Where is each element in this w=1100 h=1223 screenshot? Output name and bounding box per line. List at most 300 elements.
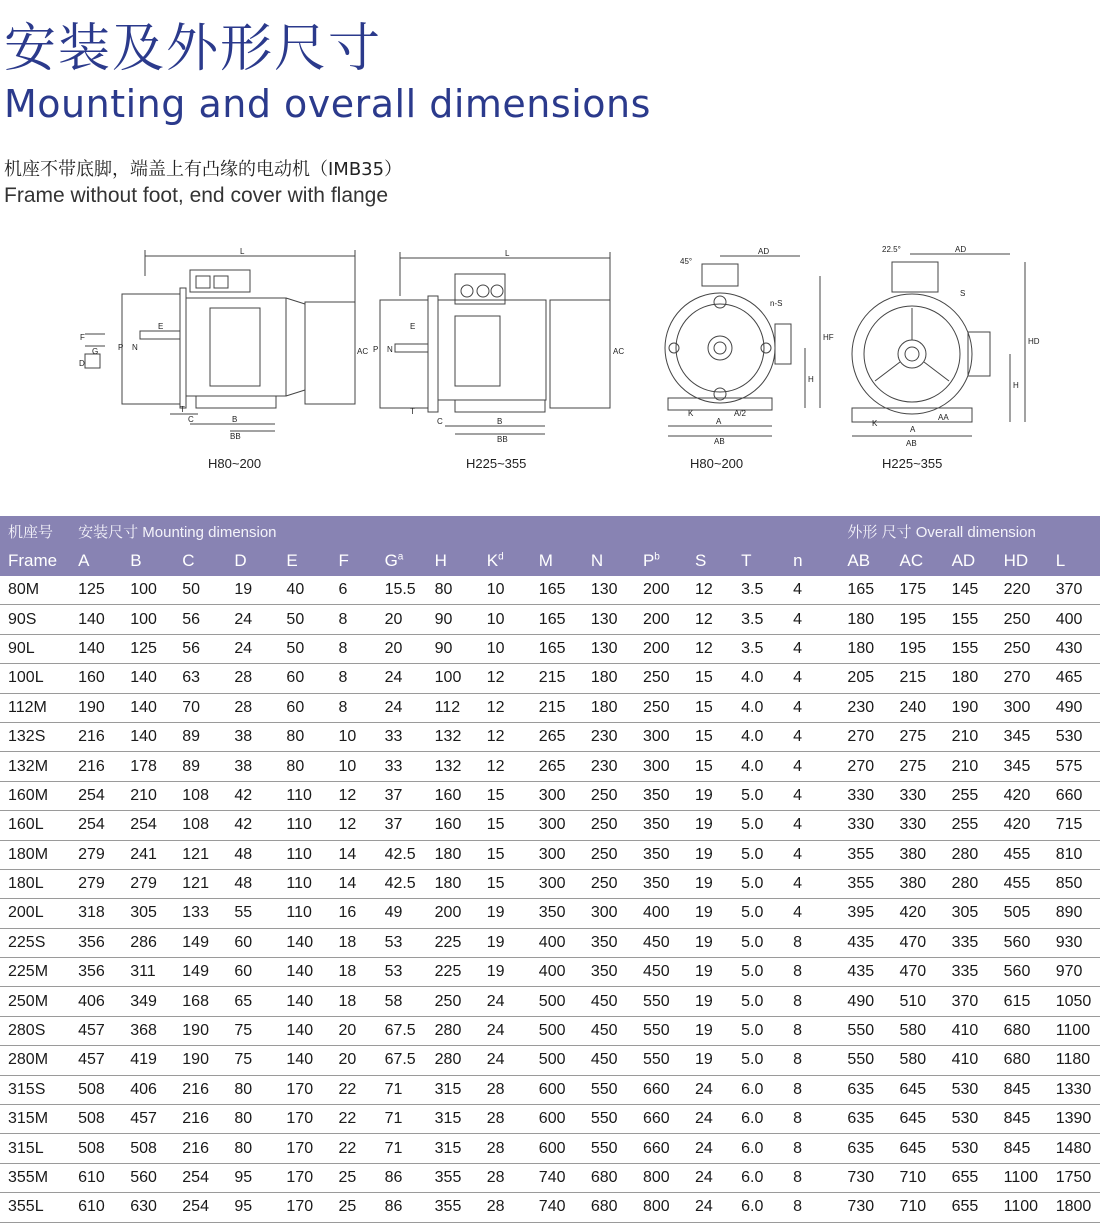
group-overall: 外形 尺寸 Overall dimension — [839, 516, 1100, 546]
table-cell: 22 — [331, 1075, 377, 1104]
table-cell: 180 — [839, 634, 891, 663]
table-cell: 279 — [70, 869, 122, 898]
table-cell: 165 — [531, 605, 583, 634]
table-cell: 455 — [996, 869, 1048, 898]
table-cell: 355 — [839, 840, 891, 869]
column-header-c: C — [174, 546, 226, 576]
table-cell: 6.0 — [733, 1193, 785, 1222]
drawing1-caption: H80~200 — [208, 456, 262, 471]
drawing4-label-a: A — [910, 425, 916, 434]
frame-cell: 80M — [0, 576, 70, 605]
table-cell: 170 — [278, 1163, 330, 1192]
table-cell: 20 — [331, 1046, 377, 1075]
table-cell: 810 — [1048, 840, 1100, 869]
drawing4-label-aa: AA — [938, 413, 949, 422]
drawing2-label-bb: BB — [497, 435, 508, 444]
frame-cell: 90L — [0, 634, 70, 663]
table-cell: 279 — [122, 869, 174, 898]
table-row — [0, 928, 1100, 957]
table-cell: 450 — [583, 1046, 635, 1075]
column-header-superscript: b — [654, 551, 660, 563]
table-row — [0, 693, 1100, 722]
column-header-g: $G^a$ — [377, 546, 427, 576]
table-group-header — [0, 516, 1100, 546]
table-cell: 8 — [785, 1134, 839, 1163]
table-cell: 42.5 — [377, 869, 427, 898]
table-cell: 22 — [331, 1134, 377, 1163]
table-cell: 71 — [377, 1075, 427, 1104]
frame-cell: 280S — [0, 1016, 70, 1045]
table-cell: 110 — [278, 781, 330, 810]
table-cell: 89 — [174, 722, 226, 751]
table-cell: 112 — [427, 693, 479, 722]
table-cell: 845 — [996, 1134, 1048, 1163]
table-cell: 355 — [427, 1193, 479, 1222]
table-cell: 254 — [70, 811, 122, 840]
table-cell: 508 — [70, 1134, 122, 1163]
table-cell: 230 — [839, 693, 891, 722]
table-cell: 560 — [996, 928, 1048, 957]
table-cell: 530 — [944, 1075, 996, 1104]
table-cell: 4 — [785, 811, 839, 840]
table-cell: 19 — [479, 899, 531, 928]
drawing1-label-n: N — [132, 343, 138, 352]
table-cell: 4.0 — [733, 722, 785, 751]
table-cell: 25 — [331, 1193, 377, 1222]
table-cell: 970 — [1048, 958, 1100, 987]
table-cell: 250 — [583, 869, 635, 898]
table-cell: 335 — [944, 928, 996, 957]
table-cell: 330 — [892, 781, 944, 810]
table-cell: 24 — [226, 634, 278, 663]
table-cell: 140 — [122, 722, 174, 751]
drawing2-label-p: P — [373, 345, 379, 354]
table-cell: 53 — [377, 928, 427, 957]
table-cell: 355 — [839, 869, 891, 898]
table-cell: 6.0 — [733, 1163, 785, 1192]
table-cell: 330 — [892, 811, 944, 840]
table-cell: 655 — [944, 1193, 996, 1222]
page-title-en: Mounting and overall dimensions — [4, 82, 651, 126]
frame-cell: 225M — [0, 958, 70, 987]
table-cell: 28 — [226, 664, 278, 693]
drawing1-label-bb: BB — [230, 432, 241, 441]
table-cell: 165 — [531, 634, 583, 663]
drawing4-label-k: K — [872, 419, 878, 428]
drawing1-label-e: E — [158, 322, 164, 331]
table-cell: 19 — [687, 869, 733, 898]
table-cell: 216 — [174, 1134, 226, 1163]
column-header-t: T — [733, 546, 785, 576]
frame-cell: 180M — [0, 840, 70, 869]
table-cell: 286 — [122, 928, 174, 957]
table-cell: 645 — [892, 1105, 944, 1134]
table-cell: 28 — [479, 1075, 531, 1104]
table-cell: 132 — [427, 722, 479, 751]
drawing3-label-ab: AB — [714, 437, 725, 446]
table-cell: 20 — [331, 1016, 377, 1045]
table-cell: 133 — [174, 899, 226, 928]
table-cell: 56 — [174, 634, 226, 663]
column-header-superscript: d — [498, 551, 504, 563]
table-cell: 250 — [996, 605, 1048, 634]
drawing3-label-s: n-S — [770, 299, 783, 308]
table-cell: 655 — [944, 1163, 996, 1192]
table-cell: 280 — [944, 869, 996, 898]
table-cell: 850 — [1048, 869, 1100, 898]
table-cell: 580 — [892, 1046, 944, 1075]
dimension-drawings — [0, 236, 1100, 486]
table-cell: 350 — [635, 781, 687, 810]
table-cell: 100 — [427, 664, 479, 693]
table-cell: 635 — [839, 1105, 891, 1134]
drawing3-label-a2: A/2 — [734, 409, 747, 418]
table-cell: 1050 — [1048, 987, 1100, 1016]
table-cell: 345 — [996, 752, 1048, 781]
table-cell: 216 — [70, 752, 122, 781]
table-cell: 250 — [635, 693, 687, 722]
table-cell: 395 — [839, 899, 891, 928]
table-cell: 350 — [583, 958, 635, 987]
table-cell: 67.5 — [377, 1016, 427, 1045]
table-cell: 500 — [531, 1046, 583, 1075]
drawing1-label-l: L — [240, 247, 245, 256]
table-body — [0, 576, 1100, 1222]
table-cell: 24 — [377, 693, 427, 722]
table-column-header — [0, 546, 1100, 576]
table-cell: 420 — [996, 811, 1048, 840]
table-cell: 190 — [70, 693, 122, 722]
drawing1-label-t: T — [180, 405, 185, 414]
table-row — [0, 811, 1100, 840]
table-cell: 50 — [174, 576, 226, 605]
table-cell: 311 — [122, 958, 174, 987]
table-cell: 14 — [331, 840, 377, 869]
table-cell: 530 — [1048, 722, 1100, 751]
table-cell: 3.5 — [733, 605, 785, 634]
table-cell: 330 — [839, 781, 891, 810]
table-cell: 100 — [122, 605, 174, 634]
table-cell: 50 — [278, 634, 330, 663]
table-cell: 86 — [377, 1193, 427, 1222]
table-cell: 15 — [479, 869, 531, 898]
table-cell: 470 — [892, 928, 944, 957]
table-cell: 15 — [687, 693, 733, 722]
table-cell: 450 — [635, 958, 687, 987]
table-cell: 508 — [70, 1075, 122, 1104]
table-cell: 6.0 — [733, 1075, 785, 1104]
table-cell: 435 — [839, 958, 891, 987]
table-row — [0, 840, 1100, 869]
drawing2-label-t: T — [410, 407, 415, 416]
table-cell: 71 — [377, 1105, 427, 1134]
table-cell: 190 — [174, 1046, 226, 1075]
table-cell: 70 — [174, 693, 226, 722]
table-cell: 419 — [122, 1046, 174, 1075]
table-cell: 250 — [635, 664, 687, 693]
table-cell: 550 — [583, 1134, 635, 1163]
table-cell: 280 — [427, 1046, 479, 1075]
frame-cell: 225S — [0, 928, 70, 957]
column-header-d: D — [226, 546, 278, 576]
column-header-ac: AC — [892, 546, 944, 576]
table-cell: 845 — [996, 1105, 1048, 1134]
table-cell: 24 — [687, 1193, 733, 1222]
frame-cell: 250M — [0, 987, 70, 1016]
table-cell: 55 — [226, 899, 278, 928]
table-cell: 5.0 — [733, 781, 785, 810]
side-view-large-drawing — [365, 236, 645, 451]
table-cell: 19 — [687, 840, 733, 869]
frame-cell: 112M — [0, 693, 70, 722]
table-cell: 5.0 — [733, 1016, 785, 1045]
drawing1-label-d: D — [79, 359, 85, 368]
table-cell: 210 — [944, 722, 996, 751]
table-cell: 318 — [70, 899, 122, 928]
table-cell: 12 — [331, 811, 377, 840]
table-cell: 12 — [479, 722, 531, 751]
table-row — [0, 781, 1100, 810]
table-cell: 60 — [278, 664, 330, 693]
table-cell: 280 — [427, 1016, 479, 1045]
table-cell: 216 — [174, 1105, 226, 1134]
table-cell: 63 — [174, 664, 226, 693]
drawing2-label-l: L — [505, 249, 510, 258]
table-row — [0, 869, 1100, 898]
drawing3-label-h: H — [808, 375, 814, 384]
table-cell: 660 — [635, 1105, 687, 1134]
table-cell: 1390 — [1048, 1105, 1100, 1134]
table-cell: 67.5 — [377, 1046, 427, 1075]
table-cell: 450 — [583, 1016, 635, 1045]
table-cell: 1180 — [1048, 1046, 1100, 1075]
drawing4-label-ad: AD — [955, 245, 967, 254]
table-cell: 180 — [944, 664, 996, 693]
table-cell: 660 — [635, 1075, 687, 1104]
table-cell: 349 — [122, 987, 174, 1016]
table-cell: 530 — [944, 1105, 996, 1134]
table-cell: 5.0 — [733, 811, 785, 840]
drawing1-label-b: B — [232, 415, 238, 424]
table-cell: 24 — [687, 1075, 733, 1104]
table-cell: 4 — [785, 869, 839, 898]
table-cell: 615 — [996, 987, 1048, 1016]
table-cell: 300 — [635, 722, 687, 751]
table-cell: 60 — [226, 958, 278, 987]
table-cell: 5.0 — [733, 928, 785, 957]
table-cell: 4 — [785, 781, 839, 810]
table-cell: 680 — [996, 1046, 1048, 1075]
table-cell: 125 — [122, 634, 174, 663]
table-cell: 25 — [331, 1163, 377, 1192]
table-cell: 356 — [70, 928, 122, 957]
table-cell: 28 — [226, 693, 278, 722]
table-cell: 19 — [479, 928, 531, 957]
table-row — [0, 576, 1100, 605]
table-cell: 510 — [892, 987, 944, 1016]
table-cell: 24 — [479, 987, 531, 1016]
table-cell: 508 — [70, 1105, 122, 1134]
drawing4-label-hd: HD — [1028, 337, 1040, 346]
table-cell: 28 — [479, 1163, 531, 1192]
table-cell: 710 — [892, 1193, 944, 1222]
table-cell: 90 — [427, 605, 479, 634]
table-cell: 315 — [427, 1075, 479, 1104]
table-cell: 15 — [687, 722, 733, 751]
table-cell: 1480 — [1048, 1134, 1100, 1163]
table-cell: 4 — [785, 634, 839, 663]
table-cell: 465 — [1048, 664, 1100, 693]
table-cell: 130 — [583, 576, 635, 605]
table-cell: 280 — [944, 840, 996, 869]
table-cell: 22 — [331, 1105, 377, 1134]
table-cell: 28 — [479, 1193, 531, 1222]
table-row — [0, 1016, 1100, 1045]
table-cell: 8 — [785, 928, 839, 957]
frame-cell: 355M — [0, 1163, 70, 1192]
table-cell: 635 — [839, 1134, 891, 1163]
table-cell: 42 — [226, 811, 278, 840]
table-cell: 680 — [583, 1193, 635, 1222]
table-row — [0, 1163, 1100, 1192]
table-cell: 140 — [70, 634, 122, 663]
table-cell: 90 — [427, 634, 479, 663]
drawing2-label-e: E — [410, 322, 416, 331]
table-cell: 500 — [531, 987, 583, 1016]
group-mounting: 安装尺寸 Mounting dimension — [70, 516, 839, 546]
dimension-table-wrap — [0, 516, 1100, 1223]
table-cell: 5.0 — [733, 987, 785, 1016]
table-cell: 110 — [278, 811, 330, 840]
table-cell: 420 — [996, 781, 1048, 810]
table-cell: 5.0 — [733, 840, 785, 869]
table-cell: 250 — [583, 781, 635, 810]
table-cell: 200 — [635, 576, 687, 605]
table-cell: 4.0 — [733, 693, 785, 722]
table-cell: 265 — [531, 752, 583, 781]
table-cell: 8 — [331, 664, 377, 693]
table-cell: 12 — [479, 752, 531, 781]
drawing4-label-angle: 22.5° — [882, 245, 901, 254]
table-cell: 24 — [377, 664, 427, 693]
table-cell: 19 — [687, 928, 733, 957]
table-cell: 4 — [785, 752, 839, 781]
table-cell: 241 — [122, 840, 174, 869]
drawing4-label-s: S — [960, 289, 966, 298]
frame-cell: 100L — [0, 664, 70, 693]
table-cell: 275 — [892, 752, 944, 781]
table-cell: 4.0 — [733, 664, 785, 693]
table-cell: 350 — [635, 840, 687, 869]
table-cell: 10 — [331, 722, 377, 751]
table-cell: 610 — [70, 1163, 122, 1192]
table-cell: 28 — [479, 1105, 531, 1134]
table-cell: 730 — [839, 1163, 891, 1192]
frame-cell: 200L — [0, 899, 70, 928]
table-cell: 740 — [531, 1163, 583, 1192]
table-cell: 195 — [892, 605, 944, 634]
table-row — [0, 605, 1100, 634]
table-row — [0, 1193, 1100, 1222]
table-cell: 250 — [427, 987, 479, 1016]
frame-cell: 355L — [0, 1193, 70, 1222]
table-cell: 10 — [331, 752, 377, 781]
table-cell: 215 — [531, 664, 583, 693]
table-cell: 60 — [226, 928, 278, 957]
table-cell: 200 — [427, 899, 479, 928]
table-cell: 8 — [785, 987, 839, 1016]
table-cell: 345 — [996, 722, 1048, 751]
table-cell: 56 — [174, 605, 226, 634]
table-cell: 4.0 — [733, 752, 785, 781]
table-cell: 315 — [427, 1105, 479, 1134]
table-cell: 265 — [531, 722, 583, 751]
table-cell: 121 — [174, 869, 226, 898]
table-cell: 680 — [996, 1016, 1048, 1045]
table-cell: 335 — [944, 958, 996, 987]
table-cell: 457 — [122, 1105, 174, 1134]
drawing1-label-ac: AC — [357, 347, 369, 356]
table-cell: 350 — [583, 928, 635, 957]
table-cell: 5.0 — [733, 1046, 785, 1075]
table-cell: 645 — [892, 1075, 944, 1104]
table-cell: 48 — [226, 869, 278, 898]
table-cell: 457 — [70, 1016, 122, 1045]
table-cell: 12 — [687, 634, 733, 663]
table-cell: 24 — [479, 1016, 531, 1045]
table-cell: 400 — [635, 899, 687, 928]
table-cell: 630 — [122, 1193, 174, 1222]
table-cell: 508 — [122, 1134, 174, 1163]
frame-cell: 160M — [0, 781, 70, 810]
table-cell: 575 — [1048, 752, 1100, 781]
table-cell: 600 — [531, 1075, 583, 1104]
table-cell: 110 — [278, 899, 330, 928]
column-header-m: M — [531, 546, 583, 576]
table-cell: 42.5 — [377, 840, 427, 869]
table-cell: 8 — [331, 605, 377, 634]
table-cell: 4 — [785, 693, 839, 722]
table-cell: 355 — [427, 1163, 479, 1192]
column-header-s: S — [687, 546, 733, 576]
frame-cell: 315M — [0, 1105, 70, 1134]
drawing4-label-h: H — [1013, 381, 1019, 390]
table-cell: 71 — [377, 1134, 427, 1163]
table-cell: 19 — [687, 899, 733, 928]
table-cell: 300 — [531, 781, 583, 810]
subtitle-en: Frame without foot, end cover with flange — [4, 184, 389, 207]
table-cell: 4 — [785, 840, 839, 869]
table-cell: 38 — [226, 752, 278, 781]
table-cell: 250 — [583, 811, 635, 840]
table-cell: 300 — [531, 840, 583, 869]
table-cell: 40 — [278, 576, 330, 605]
table-cell: 730 — [839, 1193, 891, 1222]
table-cell: 20 — [377, 605, 427, 634]
table-cell: 24 — [687, 1105, 733, 1134]
side-view-small-drawing — [70, 236, 370, 451]
table-cell: 149 — [174, 928, 226, 957]
table-cell: 170 — [278, 1193, 330, 1222]
table-cell: 6 — [331, 576, 377, 605]
table-cell: 49 — [377, 899, 427, 928]
table-cell: 155 — [944, 605, 996, 634]
table-cell: 170 — [278, 1075, 330, 1104]
table-cell: 300 — [996, 693, 1048, 722]
table-cell: 500 — [531, 1016, 583, 1045]
table-cell: 300 — [531, 869, 583, 898]
table-cell: 19 — [687, 1016, 733, 1045]
